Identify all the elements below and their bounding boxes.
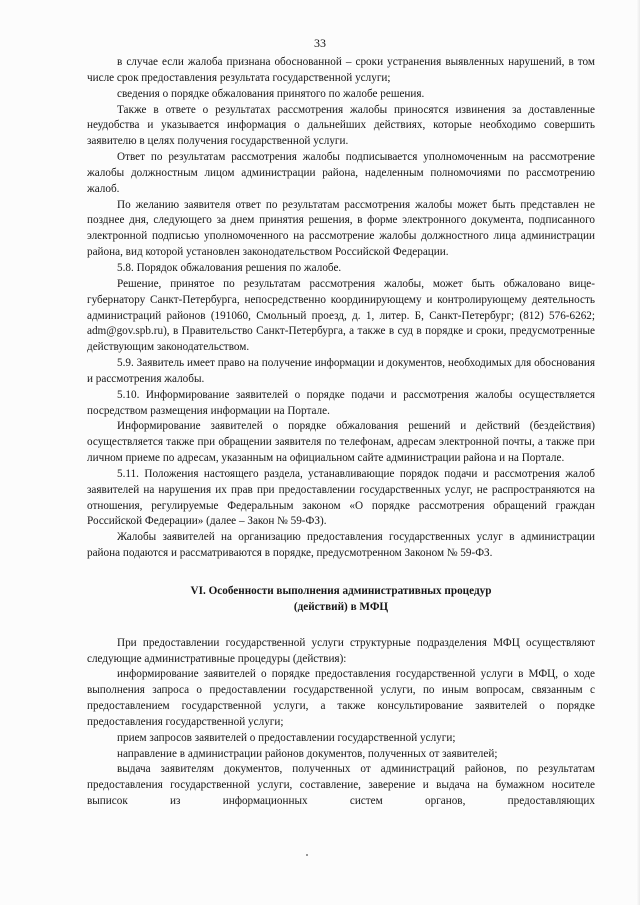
list-item-forwarding-documents: направление в администрации районов документов, полученных от заявителей; (117, 747, 498, 760)
paragraph-mfc-intro: При предоставлении государственной услуги структурные подразделения МФЦ осуществляют следующие административные процедуры (действия): (87, 636, 595, 665)
paragraph-5-11: 5.11. Положения настоящего раздела, устанавливающие порядок подачи и рассмотрения жалоб заявителей на нарушения их прав при предоставлении государственных услуг, не распространяются на отношения, регулируемые Федеральным законом «О порядке рассмотрения обращений граждан Российской Федерации» (далее – Закон № 59-ФЗ). (87, 467, 595, 528)
paragraph-response-signature: Ответ по результатам рассмотрения жалобы подписывается уполномоченным на рассмотрение жалобы должностным лицом администрации района, наделенным полномочиями по рассмотрению жалоб. (87, 151, 595, 195)
list-item-receiving-requests: прием запросов заявителей о предоставлении государственной услуги; (117, 731, 456, 744)
paragraph-5-9: 5.9. Заявитель имеет право на получение информации и документов, необходимых для обоснования и рассмотрения жалобы. (87, 357, 595, 385)
section-heading-line-1: VI. Особенности выполнения административных процедур (190, 585, 492, 597)
paragraph-appeal-info: сведения о порядке обжалования принятого по жалобе решения. (117, 87, 425, 100)
paragraph-apology: Также в ответе о результатах рассмотрения жалобы приносятся извинения за доставленные неудобства и указывается информация о дальнейших действиях, которые необходимо совершить заявителю в целях получения государственной услуги. (87, 103, 595, 148)
list-item-issuing-documents: выдача заявителям документов, полученных от администраций районов, по результатам предоставления государственной услуги, составление, заверение и выдача на бумажном носителе выписок из информационных систем органов, предоставляющих (87, 763, 595, 808)
section-heading-line-2: (действий) в МФЦ (293, 600, 389, 613)
scan-speck (306, 854, 308, 856)
paragraph-complaints-59fz: Жалобы заявителей на организацию предоставления государственных услуг в администрации района подаются и рассматриваются в порядке, предусмотренном Законом № 59-ФЗ. (87, 531, 595, 560)
scan-edge-shadow (636, 0, 640, 905)
paragraph-complaint-justified: в случае если жалоба признана обоснованной – сроки устранения выявленных нарушений, в том числе срок предоставления результата государственной услуги; (87, 56, 595, 84)
paragraph-electronic-response: По желанию заявителя ответ по результатам рассмотрения жалобы может быть представлен не позднее дня, следующего за днем принятия решения, в форме электронного документа, подписанного электронной подписью уполномоченного на рассмотрение жалобы должностного лица администрации района, вид которой установлен законодательством Российской Федерации. (87, 198, 595, 259)
document-body (87, 55, 595, 810)
paragraph-5-8-heading: 5.8. Порядок обжалования решения по жалобе. (117, 261, 342, 274)
paragraph-decision-appeal: Решение, принятое по результатам рассмотрения жалобы, может быть обжаловано вице-губернатору Санкт-Петербурга, непосредственно координирующему и контролирующему деятельность администраций районов (191060, Смольный проезд, д. 1, литер. Б, Санкт-Петербург; (812) 576-6262; adm@gov.spb.ru), в Правительство Санкт-Петербурга, а также в суд в порядке и сроки, предусмотренные действующим законодательством. (87, 277, 595, 354)
paragraph-5-10: 5.10. Информирование заявителей о порядке подачи и рассмотрения жалобы осуществляется посредством размещения информации на Портале. (87, 388, 595, 417)
list-item-informing: информирование заявителей о порядке предоставления государственной услуги в МФЦ, о ходе выполнения запроса о предоставлении государственной услуги, по иным вопросам, связанным с предоставлением государственной услуги, а также консультирование заявителей о порядке предоставления государственной услуги; (87, 668, 595, 728)
paragraph-informing-applicants: Информирование заявителей о порядке обжалования решений и действий (бездействия) осуществляется также при обращении заявителя по телефонам, адресам электронной почты, а также при личном приеме по адресам, указанным на официальном сайте администрации района и на Портале. (87, 420, 595, 465)
page-number: 33 (314, 36, 326, 50)
